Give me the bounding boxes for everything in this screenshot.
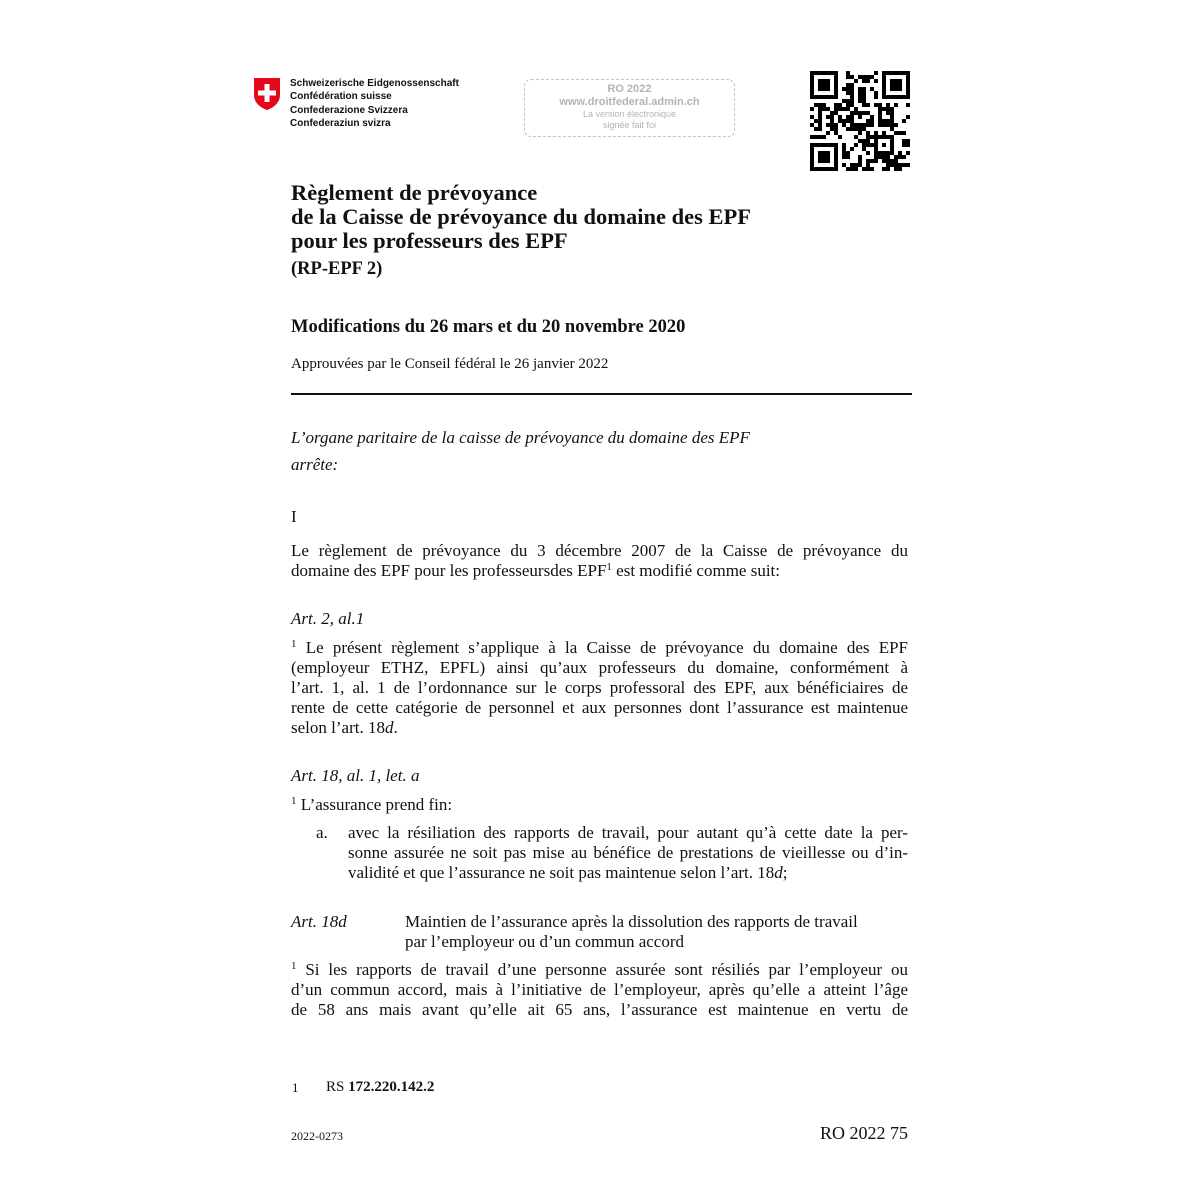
stamp-ro: RO 2022 bbox=[607, 83, 652, 95]
document-title bbox=[291, 181, 751, 253]
art2-line: (employeur ETHZ, EPFL) ainsi qu’aux professeurs du domaine, conformément à bbox=[291, 658, 908, 677]
art2-last-text: selon l’art. 18 bbox=[291, 718, 385, 737]
stamp-url: www.droitfederal.admin.ch bbox=[559, 96, 700, 108]
art2-line: rente de cette catégorie de personnel et aux personnes dont l’assurance est maintenue bbox=[291, 698, 908, 717]
stamp-note-1: La version électronique bbox=[582, 109, 677, 119]
title-divider bbox=[291, 393, 912, 395]
title-line: de la Caisse de prévoyance du domaine des EPF bbox=[291, 204, 752, 229]
art18-intro bbox=[291, 795, 908, 815]
intro-text-end: est modifié comme suit: bbox=[611, 561, 781, 580]
intro-line: Le règlement de prévoyance du 3 décembre 2007 de la Caisse de prévoyance du bbox=[291, 541, 908, 560]
art18-last-text: validité et que l’assurance ne soit pas maintenue selon l’art. 18 bbox=[348, 863, 775, 882]
art2-last-italic: d bbox=[384, 718, 394, 737]
document-abbreviation: (RP-EPF 2) bbox=[291, 259, 383, 279]
art18-intro-line bbox=[291, 795, 908, 815]
official-publication-stamp bbox=[524, 79, 735, 137]
art18-line: avec la résiliation des rapports de travail, pour autant qu’à cette date la per- bbox=[348, 823, 908, 842]
document-number: 2022-0273 bbox=[291, 1129, 343, 1143]
art2-line-text: Le présent règlement s’applique à la Caisse de prévoyance du domaine des EPF bbox=[296, 638, 908, 657]
confederation-names bbox=[290, 77, 459, 131]
modifications-heading: Modifications du 26 mars et du 20 novembre 2020 bbox=[291, 317, 686, 337]
preamble bbox=[291, 424, 750, 478]
art18-item-a bbox=[348, 823, 908, 883]
art18d-line-text: Si les rapports de travail d’une personne assurée sont résiliés par l’employeur ou bbox=[296, 960, 908, 979]
footnote-reference[interactable]: 1 bbox=[606, 561, 612, 573]
ro-reference: RO 2022 75 bbox=[820, 1123, 909, 1143]
confederation-name-rm: Confederaziun svizra bbox=[290, 118, 391, 130]
art18-last-end: ; bbox=[782, 863, 788, 882]
section-number: I bbox=[291, 507, 297, 526]
footnote-ref-number: 172.220.142.2 bbox=[348, 1079, 435, 1095]
art2-line bbox=[291, 638, 908, 658]
art18-line bbox=[348, 863, 908, 883]
paragraph-number: 1 bbox=[291, 638, 297, 650]
approval-note: Approuvées par le Conseil fédéral le 26 janvier 2022 bbox=[291, 356, 609, 372]
article-heading-art18d: Art. 18d bbox=[291, 912, 347, 931]
art2-last-end: . bbox=[393, 718, 398, 737]
art18d-title-line: par l’employeur ou d’un commun accord bbox=[405, 932, 684, 951]
confederation-name-de: Schweizerische Eidgenossenschaft bbox=[290, 78, 459, 89]
qr-code-icon bbox=[810, 71, 910, 171]
confederation-name-it: Confederazione Svizzera bbox=[290, 104, 408, 116]
art18d-line: d’un commun accord, mais à l’initiative de l’employeur, après qu’elle a atteint l’âge bbox=[291, 980, 908, 999]
footnote-number: 1 bbox=[292, 1080, 299, 1095]
art18-line: sonne assurée ne soit pas mise au bénéfice de prestations de vieillesse ou d’in- bbox=[348, 843, 908, 862]
article-heading-art18: Art. 18, al. 1, let. a bbox=[291, 766, 420, 785]
list-letter: a. bbox=[316, 823, 328, 842]
art18d-line bbox=[291, 960, 908, 980]
art18d-line: de 58 ans mais avant qu’elle ait 65 ans, l’assurance est maintenue en vertu de bbox=[291, 1000, 908, 1019]
footnote-prefix: RS bbox=[326, 1079, 349, 1095]
art2-paragraph bbox=[291, 638, 908, 738]
preamble-decree: arrête: bbox=[291, 455, 339, 474]
intro-paragraph bbox=[291, 541, 908, 581]
art2-line bbox=[291, 718, 908, 738]
art2-line: l’art. 1, al. 1 de l’ordonnance sur le corps professoral des EPF, aux bénéficiaires de bbox=[291, 678, 908, 697]
intro-line bbox=[291, 561, 908, 581]
art18d-paragraph bbox=[291, 960, 908, 1020]
footnote-text bbox=[326, 1079, 434, 1096]
art18d-title bbox=[405, 912, 858, 952]
confederation-name-fr: Confédération suisse bbox=[290, 91, 392, 103]
intro-text: domaine des EPF pour les professeursdes EPF bbox=[291, 561, 607, 580]
art18-last-italic: d bbox=[774, 863, 783, 882]
preamble-line: L’organe paritaire de la caisse de prévoyance du domaine des EPF bbox=[291, 428, 750, 447]
swiss-crest-icon bbox=[253, 77, 281, 111]
art18d-title-line: Maintien de l’assurance après la dissolution des rapports de travail bbox=[405, 912, 858, 931]
title-line: pour les professeurs des EPF bbox=[291, 228, 568, 253]
art18-intro-text: L’assurance prend fin: bbox=[296, 795, 453, 814]
stamp-note-2: signée fait foi bbox=[602, 120, 657, 130]
paragraph-number: 1 bbox=[291, 795, 297, 807]
title-line: Règlement de prévoyance bbox=[291, 180, 538, 205]
article-heading-art2: Art. 2, al.1 bbox=[291, 609, 365, 628]
paragraph-number: 1 bbox=[291, 960, 297, 972]
